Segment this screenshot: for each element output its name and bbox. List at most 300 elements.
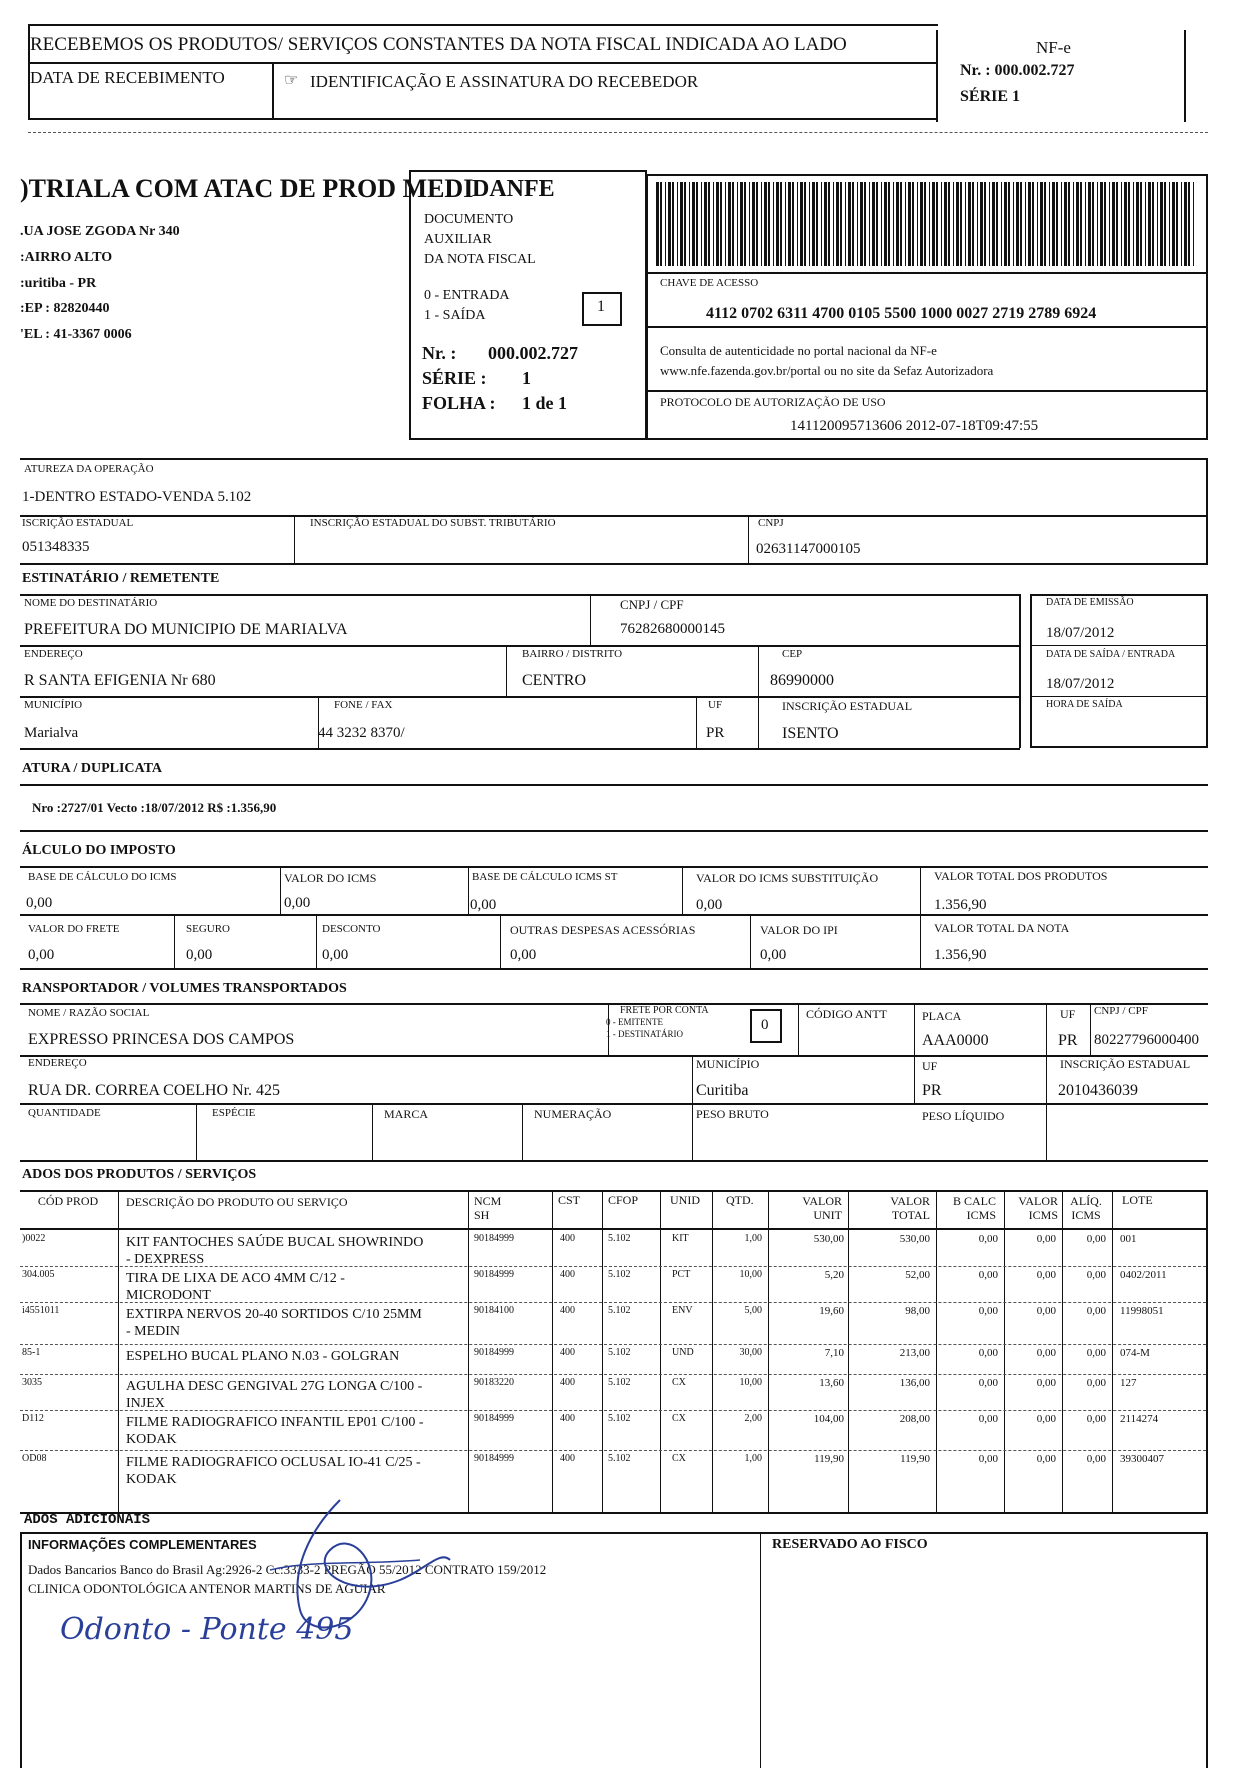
header-icms-rate: ALÍQ. ICMS xyxy=(1070,1194,1102,1222)
barcode-bar xyxy=(953,182,954,266)
barcode-bar xyxy=(1164,182,1166,266)
carrier-name-label: NOME / RAZÃO SOCIAL xyxy=(28,1007,150,1019)
cell-vicms: 0,00 xyxy=(1036,1453,1056,1465)
barcode-bar xyxy=(848,182,851,266)
barcode-bar xyxy=(768,182,770,266)
danfe-series: 1 xyxy=(522,368,531,388)
barcode-bar xyxy=(1128,182,1130,266)
barcode-bar xyxy=(1025,182,1026,266)
info-complementary-label: INFORMAÇÕES COMPLEMENTARES xyxy=(28,1537,257,1552)
barcode-bar xyxy=(752,182,755,266)
cell-vicms: 0,00 xyxy=(1036,1233,1056,1245)
cell-desc: AGULHA DESC GENGIVAL 27G LONGA C/100 - INJEX xyxy=(126,1379,423,1411)
barcode-bar xyxy=(1061,182,1062,266)
carrier-uf2-label: UF xyxy=(922,1059,938,1073)
protocol-value: 141120095713606 2012-07-18T09:47:55 xyxy=(790,418,1039,434)
header-cfop: CFOP xyxy=(608,1193,639,1207)
barcode-bar xyxy=(932,182,935,266)
invoice-section-title: ATURA / DUPLICATA xyxy=(22,761,163,776)
state-registration-label: ISCRIÇÃO ESTADUAL xyxy=(22,517,134,529)
header-code: CÓD PROD xyxy=(37,1194,99,1208)
cell-vtotal: 136,00 xyxy=(899,1377,930,1389)
barcode-bar xyxy=(788,182,791,266)
receipt-nfe-label: NF-e xyxy=(1036,38,1071,57)
barcode-bar xyxy=(1080,182,1082,266)
cell-cod: )0022 xyxy=(22,1233,46,1244)
danfe-title: DANFE xyxy=(472,176,555,202)
row-separator xyxy=(20,1410,1206,1411)
barcode-bar xyxy=(792,182,794,266)
issuer-line: 'EL : 41-3367 0006 xyxy=(20,327,132,342)
cell-lote: 074-M xyxy=(1120,1347,1150,1359)
cell-vtotal: 52,00 xyxy=(905,1269,930,1281)
row-separator xyxy=(20,1450,1206,1451)
insurance: 0,00 xyxy=(186,947,213,963)
icms-subst-label: VALOR DO ICMS SUBSTITUIÇÃO xyxy=(696,871,879,885)
cell-cfop: 5.102 xyxy=(608,1305,631,1316)
barcode-bar xyxy=(984,182,986,266)
barcode-bar xyxy=(680,182,683,266)
cell-bcalc: 0,00 xyxy=(978,1233,998,1245)
barcode-bar xyxy=(749,182,750,266)
cell-unid: CX xyxy=(672,1413,686,1424)
recipient-phone: 44 3232 8370/ xyxy=(318,725,405,741)
barcode-bar xyxy=(677,182,678,266)
barcode-bar xyxy=(917,182,918,266)
recipient-section-title: ESTINATÁRIO / REMETENTE xyxy=(22,571,220,586)
numbering-label: NUMERAÇÃO xyxy=(534,1107,612,1121)
recipient-district: CENTRO xyxy=(522,672,586,689)
brand-label: MARCA xyxy=(384,1107,429,1121)
barcode-bar xyxy=(1169,182,1170,266)
cell-cst: 400 xyxy=(560,1453,575,1464)
cell-vunit: 104,00 xyxy=(813,1413,844,1425)
barcode-bar xyxy=(968,182,971,266)
recipient-uf-label: UF xyxy=(708,699,723,711)
carrier-uf: PR xyxy=(1058,1032,1078,1049)
operation-nature: 1-DENTRO ESTADO-VENDA 5.102 xyxy=(22,489,252,505)
icms-value: 0,00 xyxy=(284,895,311,911)
barcode-bar xyxy=(1160,182,1163,266)
barcode-bar xyxy=(1016,182,1019,266)
carrier-city-label: MUNICÍPIO xyxy=(696,1057,760,1071)
cell-unid: CX xyxy=(672,1377,686,1388)
barcode-bar xyxy=(864,182,866,266)
icms-st-base-label: BASE DE CÁLCULO ICMS ST xyxy=(472,871,618,883)
barcode-bar xyxy=(809,182,810,266)
barcode-bar xyxy=(833,182,834,266)
cell-desc: FILME RADIOGRAFICO OCLUSAL IO-41 C/25 - KODAK xyxy=(126,1455,421,1487)
barcode-bar xyxy=(1148,182,1151,266)
carrier-city: Curitiba xyxy=(696,1082,749,1099)
products-total: 1.356,90 xyxy=(934,897,987,913)
st-registration-label: INSCRIÇÃO ESTADUAL DO SUBST. TRIBUTÁRIO xyxy=(310,517,556,529)
cell-lote: 001 xyxy=(1120,1233,1137,1245)
carrier-name: EXPRESSO PRINCESA DOS CAMPOS xyxy=(28,1031,295,1048)
freight-label: VALOR DO FRETE xyxy=(28,923,120,935)
receipt-signature-label: IDENTIFICAÇÃO E ASSINATURA DO RECEBEDOR xyxy=(310,72,699,91)
barcode-bar xyxy=(948,182,950,266)
cell-ncm: 90184999 xyxy=(474,1347,514,1358)
freight-by-label: FRETE POR CONTA xyxy=(620,1005,709,1016)
barcode-bar xyxy=(756,182,758,266)
recipient-ie: ISENTO xyxy=(782,725,839,742)
barcode-bar xyxy=(800,182,803,266)
exit-time-label: HORA DE SAÍDA xyxy=(1046,699,1123,710)
danfe-type-value: 1 xyxy=(597,298,605,315)
header-icms-value: VALOR ICMS xyxy=(1018,1194,1058,1222)
barcode-bar xyxy=(1073,182,1074,266)
danfe-number: 000.002.727 xyxy=(488,343,578,363)
consulta-url: www.nfe.fazenda.gov.br/portal ou no site da Sefaz Autorizadora xyxy=(660,363,994,378)
barcode-bar xyxy=(1193,182,1194,266)
cell-unid: ENV xyxy=(672,1305,693,1316)
receipt-number: Nr. : 000.002.727 xyxy=(960,62,1075,79)
cell-qtd: 1,00 xyxy=(744,1453,762,1464)
barcode-bar xyxy=(936,182,938,266)
barcode-bar xyxy=(708,182,710,266)
barcode-bar xyxy=(977,182,978,266)
barcode-bar xyxy=(876,182,878,266)
issuer-line: .UA JOSE ZGODA Nr 340 xyxy=(20,224,180,239)
access-key-value: 4112 0702 6311 4700 0105 5500 1000 0027 2719 2789 6924 xyxy=(706,305,1097,322)
carrier-uf-label: UF xyxy=(1060,1007,1076,1021)
cell-cod: i4551011 xyxy=(22,1305,60,1316)
cell-vunit: 19,60 xyxy=(819,1305,844,1317)
header-cst: CST xyxy=(558,1193,581,1207)
row-separator xyxy=(20,1374,1206,1375)
cell-ncm: 90184100 xyxy=(474,1305,514,1316)
plate: AAA0000 xyxy=(922,1032,989,1049)
cell-vicms: 0,00 xyxy=(1036,1305,1056,1317)
cell-vunit: 119,90 xyxy=(814,1453,844,1465)
barcode-bar xyxy=(1032,182,1034,266)
barcode-bar xyxy=(881,182,882,266)
barcode-bar xyxy=(1145,182,1146,266)
barcode-bar xyxy=(780,182,782,266)
cell-aliq: 0,00 xyxy=(1086,1305,1106,1317)
barcode-bar xyxy=(824,182,827,266)
quantity-label: QUANTIDADE xyxy=(28,1107,101,1119)
barcode-bar xyxy=(1052,182,1055,266)
fiscal-reserved-label: RESERVADO AO FISCO xyxy=(772,1537,928,1552)
barcode-bar xyxy=(744,182,746,266)
cell-vunit: 530,00 xyxy=(813,1233,844,1245)
barcode-bar xyxy=(828,182,830,266)
cell-qtd: 5,00 xyxy=(744,1305,762,1316)
cell-aliq: 0,00 xyxy=(1086,1453,1106,1465)
barcode-bar xyxy=(836,182,839,266)
recipient-district-label: BAIRRO / DISTRITO xyxy=(522,648,623,660)
recipient-city-label: MUNICÍPIO xyxy=(24,699,83,711)
cell-vunit: 5,20 xyxy=(824,1269,844,1281)
cell-lote: 2114274 xyxy=(1120,1413,1159,1425)
cell-qtd: 1,00 xyxy=(744,1233,762,1244)
barcode-bar xyxy=(1152,182,1154,266)
barcode-bar xyxy=(920,182,923,266)
danfe-series-label: SÉRIE : xyxy=(422,368,487,388)
barcode-bar xyxy=(728,182,731,266)
barcode-bar xyxy=(672,182,674,266)
carrier-address: RUA DR. CORREA COELHO Nr. 425 xyxy=(28,1082,281,1099)
recipient-address-label: ENDEREÇO xyxy=(24,648,83,660)
cell-aliq: 0,00 xyxy=(1086,1269,1106,1281)
cut-line xyxy=(28,132,1208,133)
barcode-bar xyxy=(1133,182,1134,266)
barcode-bar xyxy=(872,182,875,266)
barcode-bar xyxy=(1092,182,1094,266)
barcode-bar xyxy=(896,182,899,266)
barcode-bar xyxy=(720,182,722,266)
barcode-bar xyxy=(1140,182,1142,266)
barcode-bar xyxy=(812,182,815,266)
barcode-bar xyxy=(852,182,854,266)
carrier-ie: 2010436039 xyxy=(1058,1082,1138,1099)
recipient-phone-label: FONE / FAX xyxy=(334,699,393,711)
recipient-name-label: NOME DO DESTINATÁRIO xyxy=(24,597,158,609)
issue-date-label: DATA DE EMISSÃO xyxy=(1046,597,1134,608)
state-registration: 051348335 xyxy=(22,539,90,555)
cell-vtotal: 208,00 xyxy=(899,1413,930,1425)
cell-cfop: 5.102 xyxy=(608,1347,631,1358)
exit-date-label: DATA DE SAÍDA / ENTRADA xyxy=(1046,649,1176,660)
cell-cfop: 5.102 xyxy=(608,1453,631,1464)
header-batch: LOTE xyxy=(1122,1193,1153,1207)
barcode-bar xyxy=(845,182,846,266)
barcode-bar xyxy=(972,182,974,266)
barcode-bar xyxy=(704,182,707,266)
cell-bcalc: 0,00 xyxy=(978,1377,998,1389)
barcode-bar xyxy=(1049,182,1050,266)
barcode-bar xyxy=(1136,182,1139,266)
cell-cst: 400 xyxy=(560,1233,575,1244)
barcode-bar xyxy=(1068,182,1070,266)
barcode-bar xyxy=(804,182,806,266)
header-qty: QTD. xyxy=(726,1193,754,1207)
barcode-bar xyxy=(1172,182,1175,266)
cell-cod: 304.005 xyxy=(22,1269,55,1280)
barcode-bar xyxy=(860,182,863,266)
barcode-bar xyxy=(1056,182,1058,266)
barcode-bar xyxy=(1028,182,1031,266)
cell-cst: 400 xyxy=(560,1269,575,1280)
cell-desc: ESPELHO BUCAL PLANO N.03 - GOLGRAN xyxy=(126,1349,400,1364)
barcode-bar xyxy=(701,182,702,266)
barcode-bar xyxy=(929,182,930,266)
cell-vicms: 0,00 xyxy=(1036,1413,1056,1425)
cell-cst: 400 xyxy=(560,1347,575,1358)
issuer-cnpj-label: CNPJ xyxy=(758,517,784,529)
access-key-label: CHAVE DE ACESSO xyxy=(660,277,759,289)
cell-qtd: 10,00 xyxy=(739,1269,762,1280)
header-description: DESCRIÇÃO DO PRODUTO OU SERVIÇO xyxy=(126,1195,348,1209)
cell-vtotal: 530,00 xyxy=(899,1233,930,1245)
cell-aliq: 0,00 xyxy=(1086,1347,1106,1359)
products-section-title: ADOS DOS PRODUTOS / SERVIÇOS xyxy=(22,1167,257,1182)
barcode-bar xyxy=(660,182,662,266)
barcode-bar xyxy=(956,182,959,266)
operation-nature-label: ATUREZA DA OPERAÇÃO xyxy=(24,463,154,475)
issue-date: 18/07/2012 xyxy=(1046,625,1115,641)
receipt-text: RECEBEMOS OS PRODUTOS/ SERVIÇOS CONSTANTES DA NOTA FISCAL INDICADA AO LADO xyxy=(30,34,847,55)
invoice-total: 1.356,90 xyxy=(934,947,987,963)
carrier-cnpj: 80227796000400 xyxy=(1094,1032,1199,1048)
freight-by-recipient: 1 - DESTINATÁRIO xyxy=(606,1029,683,1039)
barcode-bar xyxy=(1124,182,1127,266)
recipient-zip: 86990000 xyxy=(770,672,834,689)
barcode-bar xyxy=(665,182,666,266)
cell-lote: 0402/2011 xyxy=(1120,1269,1167,1281)
carrier-uf2: PR xyxy=(922,1082,942,1099)
recipient-ie-label: INSCRIÇÃO ESTADUAL xyxy=(782,699,913,713)
barcode-bar xyxy=(884,182,887,266)
barcode-bar xyxy=(912,182,914,266)
barcode-bar xyxy=(1076,182,1079,266)
cell-cst: 400 xyxy=(560,1377,575,1388)
freight: 0,00 xyxy=(28,947,55,963)
icms-base-label: BASE DE CÁLCULO DO ICMS xyxy=(28,871,177,883)
cell-bcalc: 0,00 xyxy=(978,1413,998,1425)
tax-section-title: ÁLCULO DO IMPOSTO xyxy=(22,843,176,858)
barcode-bar xyxy=(1181,182,1182,266)
issuer-cnpj: 02631147000105 xyxy=(756,541,861,557)
cell-lote: 127 xyxy=(1120,1377,1137,1389)
cell-vtotal: 119,90 xyxy=(900,1453,930,1465)
cell-vunit: 13,60 xyxy=(819,1377,844,1389)
barcode-bar xyxy=(821,182,822,266)
barcode-bar xyxy=(1085,182,1086,266)
barcode-bar xyxy=(1176,182,1178,266)
cell-cod: D112 xyxy=(22,1413,44,1424)
recipient-zip-label: CEP xyxy=(782,648,803,660)
barcode-bar xyxy=(1037,182,1038,266)
freight-type: 0 xyxy=(761,1017,769,1033)
handwritten-note: Odonto - Ponte 495 xyxy=(60,1612,354,1647)
additional-section-title: ADOS ADICIONAIS xyxy=(24,1512,151,1528)
barcode-bar xyxy=(908,182,911,266)
cell-cfop: 5.102 xyxy=(608,1233,631,1244)
barcode-bar xyxy=(989,182,990,266)
barcode-bar xyxy=(924,182,926,266)
ipi-label: VALOR DO IPI xyxy=(760,923,838,937)
cell-aliq: 0,00 xyxy=(1086,1413,1106,1425)
barcode-bar xyxy=(1112,182,1115,266)
barcode-bar xyxy=(797,182,798,266)
barcode-bar xyxy=(1121,182,1122,266)
row-separator xyxy=(20,1302,1206,1303)
barcode-bar xyxy=(761,182,762,266)
cell-ncm: 90184999 xyxy=(474,1269,514,1280)
barcode-bar xyxy=(1184,182,1187,266)
barcode-bar xyxy=(725,182,726,266)
cell-vicms: 0,00 xyxy=(1036,1269,1056,1281)
barcode-bar xyxy=(900,182,902,266)
cell-unid: UND xyxy=(672,1347,694,1358)
pointing-hand-icon: ☞ xyxy=(284,72,299,89)
cell-cfop: 5.102 xyxy=(608,1269,631,1280)
barcode-bar xyxy=(1004,182,1007,266)
barcode-bar xyxy=(1040,182,1043,266)
barcode-bar xyxy=(840,182,842,266)
barcode-bar xyxy=(716,182,719,266)
barcode-bar xyxy=(1088,182,1091,266)
barcode-bar xyxy=(1013,182,1014,266)
danfe-page-label: FOLHA : xyxy=(422,393,496,413)
cell-unid: PCT xyxy=(672,1269,691,1280)
barcode-bar xyxy=(689,182,690,266)
icms-value-label: VALOR DO ICMS xyxy=(284,871,377,885)
icms-st-base: 0,00 xyxy=(470,897,497,913)
barcode-bar xyxy=(764,182,767,266)
freight-by-issuer: 0 - EMITENTE xyxy=(606,1017,663,1027)
cell-ncm: 90184999 xyxy=(474,1233,514,1244)
barcode-bar xyxy=(816,182,818,266)
danfe-saida: 1 - SAÍDA xyxy=(424,308,486,323)
barcode-bar xyxy=(893,182,894,266)
barcode-bar xyxy=(732,182,734,266)
danfe-entrada: 0 - ENTRADA xyxy=(424,288,510,303)
recipient-cnpj-label: CNPJ / CPF xyxy=(620,597,684,612)
antt-code-label: CÓDIGO ANTT xyxy=(806,1007,887,1021)
recipient-city: Marialva xyxy=(24,725,79,741)
cell-cfop: 5.102 xyxy=(608,1377,631,1388)
other-expenses: 0,00 xyxy=(510,947,537,963)
barcode-bar xyxy=(1109,182,1110,266)
cell-desc: FILME RADIOGRAFICO INFANTIL EP01 C/100 - KODAK xyxy=(126,1415,424,1447)
cell-vicms: 0,00 xyxy=(1036,1347,1056,1359)
header-unit: UNID xyxy=(670,1193,700,1207)
barcode-bar xyxy=(905,182,906,266)
cell-desc: KIT FANTOCHES SAÚDE BUCAL SHOWRINDO - DEXPRESS xyxy=(126,1235,424,1267)
issuer-name: )TRIALA COM ATAC DE PROD MEDI xyxy=(20,174,474,203)
row-separator xyxy=(20,1266,1206,1267)
header-ncm: NCM SH xyxy=(474,1194,502,1222)
species-label: ESPÉCIE xyxy=(212,1107,256,1119)
cell-bcalc: 0,00 xyxy=(978,1453,998,1465)
barcode-bar xyxy=(1044,182,1046,266)
recipient-name: PREFEITURA DO MUNICIPIO DE MARIALVA xyxy=(24,621,348,638)
danfe-subtitle: DA NOTA FISCAL xyxy=(424,252,536,267)
danfe-number-label: Nr. : xyxy=(422,343,457,363)
barcode-bar xyxy=(1188,182,1190,266)
barcode xyxy=(656,182,1200,266)
cell-lote: 39300407 xyxy=(1120,1453,1164,1465)
net-weight-label: PESO LÍQUIDO xyxy=(922,1109,1005,1123)
barcode-bar xyxy=(996,182,998,266)
icms-subst: 0,00 xyxy=(696,897,723,913)
barcode-bar xyxy=(1100,182,1103,266)
cell-cod: 85-1 xyxy=(22,1347,41,1358)
icms-base: 0,00 xyxy=(26,895,53,911)
barcode-bar xyxy=(1116,182,1118,266)
cell-qtd: 10,00 xyxy=(739,1377,762,1388)
barcode-bar xyxy=(869,182,870,266)
barcode-bar xyxy=(713,182,714,266)
barcode-bar xyxy=(785,182,786,266)
cell-cfop: 5.102 xyxy=(608,1413,631,1424)
row-separator xyxy=(20,1344,1206,1345)
barcode-bar xyxy=(888,182,890,266)
recipient-address: R SANTA EFIGENIA Nr 680 xyxy=(24,672,216,689)
barcode-bar xyxy=(684,182,686,266)
cell-aliq: 0,00 xyxy=(1086,1377,1106,1389)
invoice-total-label: VALOR TOTAL DA NOTA xyxy=(934,921,1070,935)
barcode-bar xyxy=(1020,182,1022,266)
cell-ncm: 90184999 xyxy=(474,1413,514,1424)
barcode-bar xyxy=(1064,182,1067,266)
header-unit-value: VALOR UNIT xyxy=(802,1194,842,1222)
cell-ncm: 90184999 xyxy=(474,1453,514,1464)
